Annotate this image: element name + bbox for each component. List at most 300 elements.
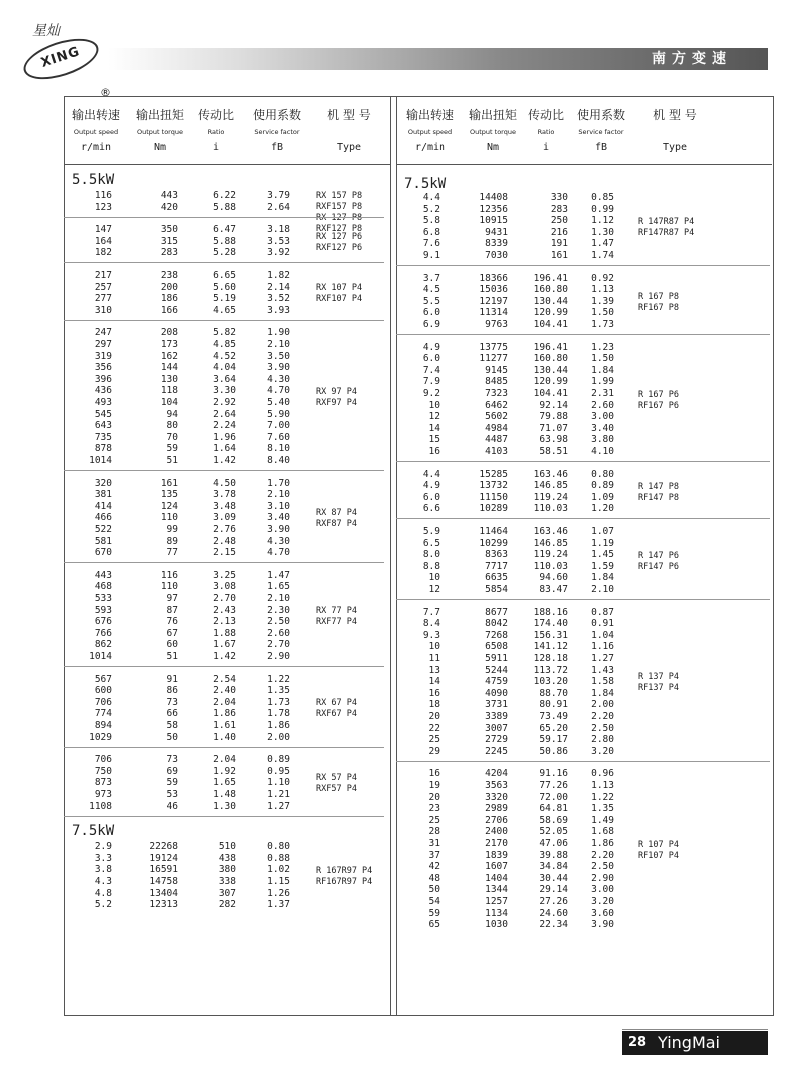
table-row (396, 919, 770, 931)
cell-speed: 593 (94, 604, 112, 616)
cell-speed: 9.1 (422, 250, 440, 261)
cell-ratio: 22.34 (539, 919, 568, 931)
cell-torque: 91 (166, 673, 178, 685)
cell-torque: 70 (166, 431, 178, 443)
cell-ratio: 113.72 (533, 664, 568, 676)
cell-torque: 13732 (479, 480, 508, 492)
footer-rule (622, 1029, 768, 1030)
type-label: RXF57 P4 (316, 784, 357, 795)
group-separator (64, 320, 384, 321)
cell-service-factor: 1.27 (267, 800, 290, 812)
cell-ratio: 4.52 (213, 350, 236, 362)
cell-torque: 2400 (485, 826, 508, 838)
cell-service-factor: 3.10 (267, 500, 290, 512)
cell-speed: 414 (94, 500, 112, 512)
type-label: RF147 P8 (638, 492, 679, 503)
table-row (396, 665, 770, 677)
table-row (396, 630, 770, 642)
cell-speed: 319 (94, 350, 112, 362)
cell-torque: 1344 (485, 884, 508, 896)
header-speed-unit: r/min (414, 142, 446, 153)
cell-ratio: 120.99 (533, 307, 568, 319)
type-label: RXF107 P4 (316, 294, 363, 305)
cell-ratio: 119.24 (533, 549, 568, 561)
cell-torque: 420 (160, 201, 178, 213)
table-row (64, 547, 384, 559)
cell-torque: 51 (166, 455, 178, 466)
cell-torque: 110 (160, 581, 178, 593)
cell-service-factor: 2.31 (591, 388, 614, 399)
cell-ratio: 5.82 (213, 327, 236, 339)
cell-speed: 13 (428, 664, 440, 676)
table-row (64, 432, 384, 444)
cell-ratio: 110.03 (533, 503, 568, 515)
cell-ratio: 39.88 (539, 849, 568, 861)
cell-service-factor: 1.86 (591, 838, 614, 849)
page-footer (622, 1031, 768, 1055)
cell-ratio: 6.65 (213, 270, 236, 281)
header-ratio-en: Ratio (207, 128, 225, 136)
cell-service-factor: 2.64 (267, 201, 290, 213)
cell-ratio: 156.31 (533, 629, 568, 641)
cell-service-factor: 0.96 (591, 768, 614, 780)
cell-ratio: 2.13 (213, 616, 236, 628)
cell-torque: 14758 (149, 876, 178, 887)
type-label: R 147R87 P4 (638, 216, 695, 227)
page-number: 28 (628, 1035, 647, 1050)
table-row (396, 250, 770, 262)
cell-speed: 468 (94, 581, 112, 593)
cell-ratio: 1.42 (213, 651, 236, 662)
logo-badge: XING (19, 31, 104, 87)
cell-speed: 8.4 (422, 618, 440, 630)
cell-speed: 5.9 (422, 526, 440, 537)
cell-speed: 878 (94, 443, 112, 455)
cell-service-factor: 1.10 (267, 777, 290, 789)
header-speed-unit: r/min (80, 142, 112, 153)
cell-service-factor: 2.30 (267, 604, 290, 616)
cell-ratio: 338 (218, 876, 236, 887)
cell-ratio: 29.14 (539, 884, 568, 896)
type-label: RF167 P8 (638, 302, 679, 313)
cell-speed: 10 (428, 641, 440, 653)
type-label: RXF127 P8 (316, 224, 363, 234)
cell-ratio: 4.85 (213, 339, 236, 350)
cell-torque: 6508 (485, 641, 508, 653)
table-row (396, 376, 770, 388)
cell-torque: 58 (166, 720, 178, 731)
cell-ratio: 146.85 (533, 537, 568, 549)
table-row (396, 526, 770, 538)
cell-speed: 8.0 (422, 549, 440, 561)
cell-ratio: 94.60 (539, 572, 568, 584)
header-ratio-en: Ratio (537, 128, 555, 136)
cell-speed: 28 (428, 826, 440, 838)
cell-service-factor: 2.50 (267, 616, 290, 628)
cell-speed: 2.9 (94, 841, 112, 853)
cell-service-factor: 0.88 (267, 852, 290, 864)
cell-torque: 15285 (479, 468, 508, 480)
cell-torque: 11150 (479, 491, 508, 503)
header-ratio-unit: i (212, 142, 220, 153)
cell-ratio: 3.30 (213, 385, 236, 397)
table-row (396, 815, 770, 827)
registered-mark: ® (100, 86, 111, 99)
cell-speed: 894 (94, 720, 112, 731)
table-row (396, 469, 770, 481)
cell-ratio: 30.44 (539, 872, 568, 884)
cell-ratio: 71.07 (539, 422, 568, 434)
cell-speed: 50 (428, 884, 440, 896)
banner-title: 南方变速 (652, 51, 732, 67)
cell-ratio: 119.24 (533, 491, 568, 503)
cell-service-factor: 1.30 (591, 226, 614, 238)
cell-service-factor: 1.43 (591, 664, 614, 676)
cell-torque: 67 (166, 627, 178, 639)
cell-torque: 7030 (485, 250, 508, 261)
cell-torque: 104 (160, 397, 178, 408)
cell-service-factor: 1.50 (591, 307, 614, 319)
cell-service-factor: 1.47 (591, 238, 614, 250)
cell-torque: 1134 (485, 907, 508, 919)
cell-torque: 10915 (479, 215, 508, 227)
cell-torque: 1607 (485, 861, 508, 873)
cell-torque: 69 (166, 765, 178, 777)
cell-ratio: 1.96 (213, 431, 236, 443)
cell-ratio: 5.88 (213, 235, 236, 247)
cell-ratio: 5.88 (213, 201, 236, 213)
header-sf-en: Service factor (254, 128, 300, 136)
cell-torque: 8485 (485, 376, 508, 388)
cell-torque: 5854 (485, 584, 508, 595)
table-row (396, 723, 770, 735)
cell-service-factor: 4.70 (267, 385, 290, 397)
table-row (64, 639, 384, 651)
cell-ratio: 47.06 (539, 838, 568, 849)
cell-speed: 774 (94, 708, 112, 720)
cell-service-factor: 1.19 (591, 537, 614, 549)
cell-speed: 1108 (89, 800, 112, 812)
cell-ratio: 2.76 (213, 524, 236, 535)
cell-torque: 11277 (479, 353, 508, 365)
table-row (396, 492, 770, 504)
table-row (396, 826, 770, 838)
cell-torque: 12197 (479, 295, 508, 307)
cell-ratio: 191 (550, 238, 568, 250)
type-label: RX 127 P8 (316, 213, 363, 223)
cell-service-factor: 2.90 (591, 872, 614, 884)
cell-service-factor: 2.00 (267, 731, 290, 743)
cell-service-factor: 3.90 (267, 362, 290, 374)
cell-ratio: 1.40 (213, 731, 236, 743)
type-label: R 147 P8 (638, 481, 679, 492)
cell-service-factor: 1.15 (267, 876, 290, 887)
cell-torque: 9145 (485, 364, 508, 376)
cell-service-factor: 1.21 (267, 789, 290, 800)
cell-service-factor: 2.80 (591, 734, 614, 746)
cell-ratio: 27.26 (539, 896, 568, 907)
group-separator (64, 470, 384, 471)
cell-torque: 5244 (485, 664, 508, 676)
cell-speed: 1029 (89, 731, 112, 743)
cell-torque: 18366 (479, 272, 508, 284)
table-row (396, 296, 770, 308)
cell-service-factor: 1.58 (591, 676, 614, 688)
cell-torque: 3731 (485, 699, 508, 711)
cell-speed: 25 (428, 814, 440, 826)
type-label: RXF67 P4 (316, 709, 357, 720)
cell-torque: 5602 (485, 411, 508, 423)
table-row (396, 434, 770, 446)
cell-speed: 862 (94, 639, 112, 651)
cell-service-factor: 1.99 (591, 376, 614, 388)
type-label: R 147 P6 (638, 550, 679, 561)
cell-speed: 19 (428, 780, 440, 791)
logo-chinese-text: 星灿 (32, 23, 60, 39)
cell-torque: 283 (160, 247, 178, 259)
table-row (396, 388, 770, 400)
cell-speed: 297 (94, 339, 112, 350)
header-torque-cn: 输出扭矩 (135, 108, 184, 122)
table-row (396, 561, 770, 573)
cell-service-factor: 3.18 (267, 224, 290, 236)
cell-ratio: 24.60 (539, 907, 568, 919)
cell-speed: 18 (428, 699, 440, 711)
cell-service-factor: 0.92 (591, 272, 614, 284)
cell-speed: 9.2 (422, 388, 440, 399)
cell-service-factor: 0.89 (591, 480, 614, 492)
cell-speed: 217 (94, 270, 112, 281)
type-label: RX 77 P4 (316, 606, 357, 617)
header-type-unit: Type (662, 142, 688, 153)
table-row (396, 780, 770, 792)
cell-ratio: 4.50 (213, 477, 236, 489)
cell-service-factor: 1.35 (591, 803, 614, 815)
group-separator (396, 599, 770, 600)
cell-torque: 118 (160, 385, 178, 397)
cell-torque: 315 (160, 235, 178, 247)
cell-speed: 22 (428, 722, 440, 734)
cell-speed: 4.4 (422, 468, 440, 480)
type-label: RXF127 P6 (316, 242, 363, 253)
group-separator (64, 562, 384, 563)
cell-torque: 7323 (485, 388, 508, 399)
cell-service-factor: 2.14 (267, 281, 290, 293)
type-label: RX 157 P8 (316, 191, 363, 201)
table-row (64, 478, 384, 490)
type-label: R 167 P6 (638, 389, 679, 400)
table-row (64, 841, 384, 853)
cell-service-factor: 3.20 (591, 896, 614, 907)
cell-torque: 10299 (479, 537, 508, 549)
cell-speed: 3.8 (94, 864, 112, 876)
cell-service-factor: 8.40 (267, 455, 290, 466)
cell-speed: 4.3 (94, 876, 112, 887)
cell-speed: 6.9 (422, 319, 440, 330)
header-torque-unit: Nm (486, 142, 500, 153)
table-row (396, 227, 770, 239)
cell-service-factor: 1.13 (591, 780, 614, 791)
cell-torque: 80 (166, 420, 178, 432)
group-separator (396, 518, 770, 519)
cell-torque: 59 (166, 443, 178, 455)
cell-speed: 750 (94, 765, 112, 777)
cell-torque: 86 (166, 685, 178, 697)
cell-ratio: 59.17 (539, 734, 568, 746)
cell-ratio: 6.22 (213, 190, 236, 201)
table-row (64, 581, 384, 593)
cell-speed: 164 (94, 235, 112, 247)
cell-speed: 277 (94, 293, 112, 305)
cell-ratio: 65.20 (539, 722, 568, 734)
header-sf-cn: 使用系数 (252, 108, 301, 122)
cell-speed: 7.6 (422, 238, 440, 250)
cell-torque: 1257 (485, 896, 508, 907)
cell-ratio: 104.41 (533, 319, 568, 330)
cell-torque: 4204 (485, 768, 508, 780)
cell-torque: 8677 (485, 606, 508, 618)
cell-speed: 3.7 (422, 272, 440, 284)
cell-torque: 1839 (485, 849, 508, 861)
cell-speed: 310 (94, 304, 112, 316)
cell-service-factor: 1.86 (267, 720, 290, 731)
cell-speed: 5.2 (422, 203, 440, 215)
cell-service-factor: 4.70 (267, 547, 290, 559)
cell-ratio: 146.85 (533, 480, 568, 492)
cell-service-factor: 5.90 (267, 408, 290, 420)
cell-speed: 320 (94, 477, 112, 489)
table-row (396, 538, 770, 550)
cell-service-factor: 1.22 (591, 791, 614, 803)
cell-ratio: 161 (550, 250, 568, 261)
header-sf-unit: fB (594, 142, 608, 153)
cell-speed: 16 (428, 446, 440, 457)
table-row (396, 572, 770, 584)
table-row (64, 362, 384, 374)
cell-torque: 19124 (149, 852, 178, 864)
cell-service-factor: 0.80 (267, 841, 290, 853)
table-row (64, 420, 384, 432)
cell-speed: 4.5 (422, 284, 440, 296)
cell-service-factor: 1.37 (267, 899, 290, 911)
right-column (396, 96, 772, 1014)
cell-torque: 166 (160, 304, 178, 316)
cell-service-factor: 4.30 (267, 535, 290, 547)
cell-service-factor: 2.90 (267, 651, 290, 662)
cell-speed: 356 (94, 362, 112, 374)
cell-ratio: 174.40 (533, 618, 568, 630)
type-label: R 107 P4 (638, 839, 679, 850)
cell-speed: 706 (94, 754, 112, 766)
cell-service-factor: 1.12 (591, 215, 614, 227)
header-speed-en: Output speed (73, 128, 119, 136)
cell-ratio: 4.04 (213, 362, 236, 374)
cell-ratio: 3.09 (213, 512, 236, 524)
cell-torque: 13775 (479, 341, 508, 353)
cell-torque: 76 (166, 616, 178, 628)
cell-torque: 12313 (149, 899, 178, 911)
cell-service-factor: 7.60 (267, 431, 290, 443)
cell-service-factor: 2.20 (591, 849, 614, 861)
cell-ratio: 2.04 (213, 754, 236, 766)
type-label: R 137 P4 (638, 672, 679, 682)
cell-speed: 5.8 (422, 215, 440, 227)
cell-torque: 3320 (485, 791, 508, 803)
cell-ratio: 2.04 (213, 696, 236, 708)
cell-torque: 8339 (485, 238, 508, 250)
cell-ratio: 5.28 (213, 247, 236, 259)
cell-speed: 20 (428, 791, 440, 803)
table-row (396, 850, 770, 862)
cell-service-factor: 1.26 (267, 887, 290, 899)
cell-ratio: 2.24 (213, 420, 236, 432)
cell-speed: 3.3 (94, 852, 112, 864)
type-label: RX 97 P4 (316, 387, 357, 397)
brand-name: YingMai (658, 1033, 720, 1052)
cell-service-factor: 3.90 (591, 919, 614, 931)
cell-torque: 60 (166, 639, 178, 651)
table-row (396, 734, 770, 746)
table-row (64, 651, 384, 663)
cell-torque: 66 (166, 708, 178, 720)
table-row (396, 803, 770, 815)
cell-ratio: 3.78 (213, 489, 236, 501)
cell-speed: 257 (94, 281, 112, 293)
cell-service-factor: 1.35 (267, 685, 290, 697)
table-row (396, 653, 770, 665)
cell-ratio: 5.60 (213, 281, 236, 293)
table-row (396, 503, 770, 515)
cell-ratio: 1.65 (213, 777, 236, 789)
cell-torque: 16591 (149, 864, 178, 876)
cell-service-factor: 1.74 (591, 250, 614, 261)
cell-torque: 1404 (485, 872, 508, 884)
cell-ratio: 510 (218, 841, 236, 853)
cell-torque: 200 (160, 281, 178, 293)
table-row (64, 570, 384, 582)
table-row (64, 270, 384, 282)
cell-service-factor: 1.90 (267, 327, 290, 339)
cell-torque: 46 (166, 800, 178, 812)
type-label: RX 127 P6 (316, 231, 363, 242)
cell-ratio: 1.42 (213, 455, 236, 466)
table-row (64, 351, 384, 363)
cell-service-factor: 4.10 (591, 446, 614, 457)
cell-ratio: 307 (218, 887, 236, 899)
type-label: RX 107 P4 (316, 283, 363, 294)
cell-service-factor: 1.39 (591, 295, 614, 307)
cell-speed: 37 (428, 849, 440, 861)
cell-torque: 2170 (485, 838, 508, 849)
cell-service-factor: 1.50 (591, 353, 614, 365)
cell-ratio: 380 (218, 864, 236, 876)
cell-service-factor: 2.10 (267, 593, 290, 604)
table-row (396, 688, 770, 700)
cell-ratio: 110.03 (533, 560, 568, 572)
left-column (64, 96, 390, 1014)
cell-ratio: 163.46 (533, 526, 568, 537)
header-banner (108, 48, 768, 70)
cell-torque: 11314 (479, 307, 508, 319)
cell-torque: 3007 (485, 722, 508, 734)
cell-service-factor: 1.02 (267, 864, 290, 876)
table-row (396, 400, 770, 412)
cell-torque: 53 (166, 789, 178, 800)
header-ratio-unit: i (542, 142, 550, 153)
section-power-label: 7.5kW (404, 176, 447, 192)
cell-service-factor: 1.59 (591, 560, 614, 572)
cell-speed: 16 (428, 768, 440, 780)
